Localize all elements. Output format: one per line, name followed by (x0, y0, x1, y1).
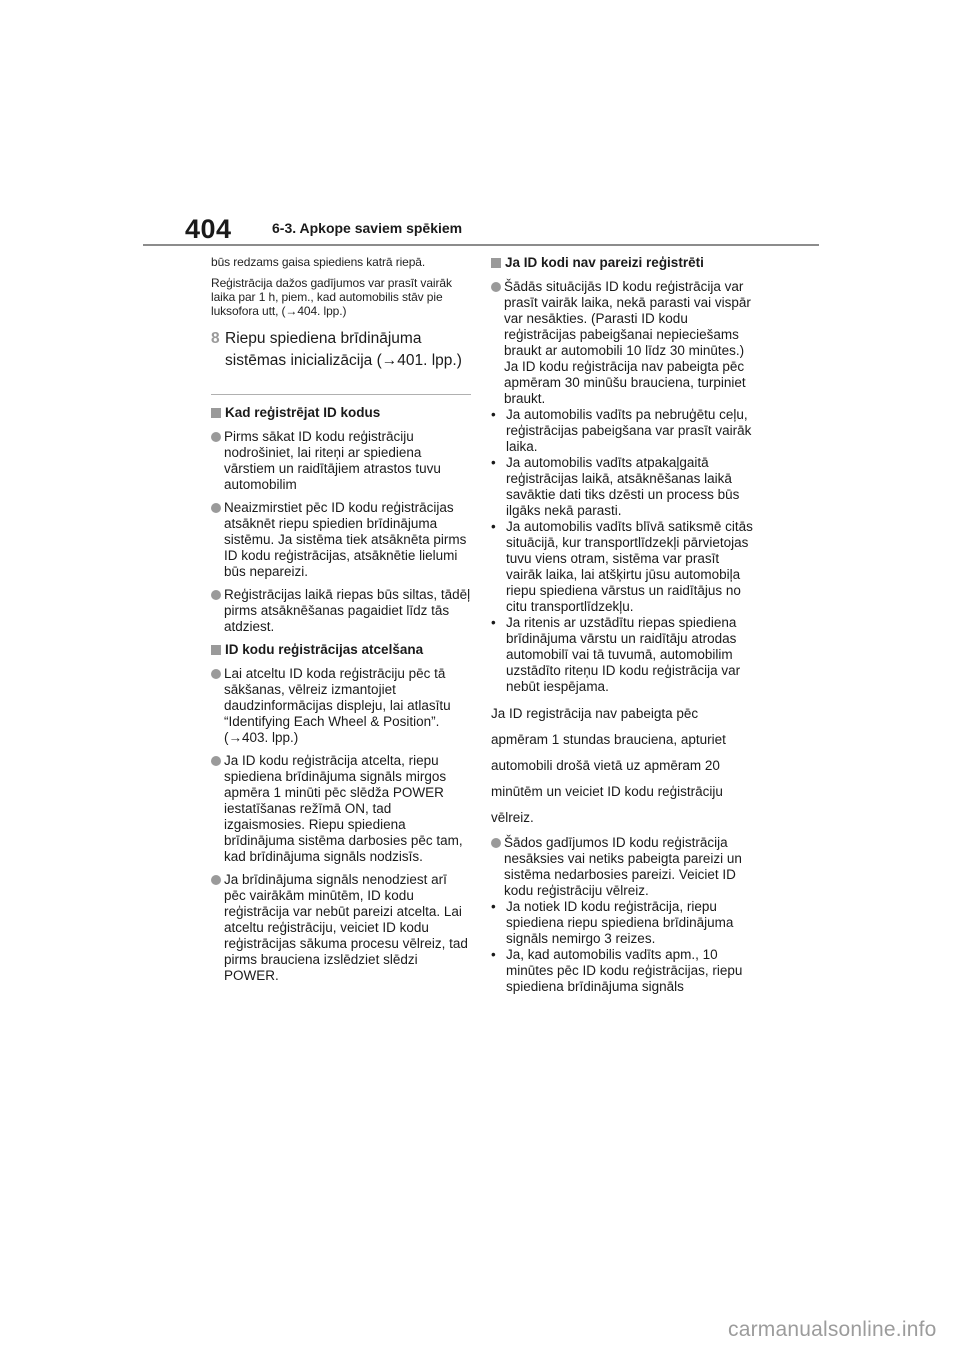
step-text: Riepu spiediena brīdinājuma sistēmas inicializācija (→401. lpp.) (225, 330, 462, 369)
bullet-item (491, 835, 753, 899)
dot-bullet-icon (211, 756, 221, 766)
bullet-item (211, 753, 471, 865)
section-heading (211, 405, 471, 421)
left-column (211, 255, 471, 991)
note-text: Reģistrācija dažos gadījumos var prasīt vairāk laika par 1 h, piem., kad automobilis stāv pie luksofora utt, (→404. lpp.) (211, 276, 452, 318)
bullet-text: Ja brīdinājuma signāls nenodziest arī pēc vairākām minūtēm, ID kodu reģistrācija var nebūt pareizi atcelta. Lai atceltu reģistrāciju, veiciet ID kodu reģistrācijas sākuma procesu vēlreiz, tad pirms brauciena izslēdziet slēdzi POWER. (224, 872, 468, 983)
sub-item: • Ja automobilis vadīts atpakaļgaitā reģistrācijas laikā, atsāknēšanas laikā savāktie dati tiks dzēsti un process būs ilgāks nekā parasti. (491, 455, 753, 519)
dot-bullet-icon (211, 432, 221, 442)
bullet-text: Neaizmirstiet pēc ID kodu reģistrācijas atsāknēt riepu spiedien brīdinājuma sistēmu. Ja sistēma tiek atsāknēta pirms ID kodu reģistrācijas, atsāknētie lielumi būs nepareizi. (224, 500, 467, 579)
sub-item: • Ja automobilis vadīts pa nebruģētu ceļu, reģistrācijas pabeigšana var prasīt vairāk laika. (491, 407, 752, 454)
dot-bullet-icon (491, 282, 501, 292)
bullet-text: Pirms sākat ID kodu reģistrāciju nodrošiniet, lai riteņi ar spiediena vārstiem un raidītājiem atrastos tuvu automobilim (224, 429, 441, 492)
square-bullet-icon (491, 258, 501, 268)
note-text: būs redzams gaisa spiediens katrā riepā. (211, 255, 426, 269)
dot-bullet-icon (211, 875, 221, 885)
bullet-text: Lai atceltu ID koda reģistrāciju pēc tā sākšanas, vēlreiz izmantojiet daudzinformācijas displeju, lai atlasītu “Identifying Each Wheel & Position”. (→403. lpp.) (224, 666, 451, 745)
section-heading (491, 255, 753, 271)
sub-item: • Ja notiek ID kodu reģistrācija, riepu spiediena riepu spiediena brīdinājuma signāls nemirgo 3 reizes. (491, 899, 753, 947)
sub-text: Ja ritenis ar uzstādītu riepas spiediena brīdinājuma vārstu un raidītāju atrodas automobilī vai tā tuvumā, automobilim uzstādīto riteņu ID kodu reģistrācija var nebūt iespējama. (506, 615, 741, 694)
bullet-item (491, 279, 753, 407)
bullet-item (211, 587, 471, 635)
dot-bullet-icon (211, 590, 221, 600)
site-watermark: carmanualsonline.info (728, 1318, 937, 1341)
square-bullet-icon (211, 408, 221, 418)
bullet-text: Ja ID kodu reģistrācija atcelta, riepu spiediena brīdinājuma signāls mirgos apmēra 1 minūti pēc slēdža POWER iestatīšanas režīmā ON, tad izgaismosies. Riepu spiediena brīdinājuma sistēma darbosies pēc tam, kad brīdinājuma signāls nodzisīs. (224, 753, 463, 864)
right-column (491, 255, 753, 995)
sub-item: • Ja ritenis ar uzstādītu riepas spiediena brīdinājuma vārstu un raidītāju atrodas automobilī vai tā tuvumā, automobilim uzstādīto riteņu ID kodu reģistrācija var nebūt iespējama. (491, 615, 753, 695)
bullet-text: Šādās situācijās ID kodu reģistrācija var prasīt vairāk laika, nekā parasti vai vispār var nesākties. (Parasti ID kodu reģistrācijas pabeigšanai nepieciešams braukt ar automobili 10 līdz 30 minūtes.) Ja ID kodu reģistrācija nav pabeigta pēc apmēram 30 minūšu brauciena, turpiniet braukt. (504, 279, 751, 406)
sub-item: • Ja, kad automobilis vadīts apm., 10 minūtes pēc ID kodu reģistrācijas, riepu spiediena brīdinājuma signāls (491, 947, 753, 995)
bullet-text: Šādos gadījumos ID kodu reģistrācija nesāksies vai netiks pabeigta pareizi un sistēma nedarbosies pareizi. Veiciet ID kodu reģistrāciju vēlreiz. (504, 835, 742, 898)
bullet-item (211, 429, 471, 493)
header-rule (143, 244, 819, 246)
sub-text: Ja automobilis vadīts pa nebruģētu ceļu, reģistrācijas pabeigšana var prasīt vairāk laika. (506, 407, 752, 454)
section-title: Ja ID kodi nav pareizi reģistrēti (505, 255, 704, 270)
chapter-title: 6-3. Apkope saviem spēkiem (272, 220, 463, 236)
section-heading (211, 642, 471, 658)
bullet-item (211, 666, 471, 746)
section-title: ID kodu reģistrācijas atcelšana (225, 642, 424, 657)
sub-item: • Ja automobilis vadīts blīvā satiksmē citās situācijā, kur transportlīdzekļi pārvietojas tuvu viens otram, sistēma var prasīt vairāk laika, lai atšķirtu jūsu automobiļa riepu spiediena vārstus un raidītājus no citu transportlīdzekļu. (491, 519, 753, 614)
body-paragraph: Ja ID registrācija nav pabeigta pēc apmēram 1 stundas brauciena, apturiet automobili drošā vietā uz apmēram 20 minūtēm un veiciet ID kodu reģistrāciju vēlreiz. (491, 706, 726, 825)
bullet-item (211, 872, 471, 984)
sub-text: Ja automobilis vadīts atpakaļgaitā reģistrācijas laikā, atsāknēšanas laikā savāktie dati tiks dzēsti un process būs ilgāks nekā parasti. (506, 455, 740, 518)
page-number: 404 (185, 214, 232, 244)
section-divider (211, 394, 471, 395)
dot-bullet-icon (211, 503, 221, 513)
sub-text: Ja notiek ID kodu reģistrācija, riepu spiediena riepu spiediena brīdinājuma signāls nemirgo 3 reizes. (506, 899, 734, 946)
bullet-text: Reģistrācijas laikā riepas būs siltas, tādēļ pirms atsāknēšanas pagaidiet līdz tās atdziest. (224, 587, 471, 634)
section-title: Kad reģistrējat ID kodus (225, 405, 381, 420)
bullet-item (211, 500, 471, 580)
sub-text: Ja automobilis vadīts blīvā satiksmē citās situācijā, kur transportlīdzekļi pārvietojas tuvu viens otram, sistēma var prasīt vairāk laika, lai atšķirtu jūsu automobiļa riepu spiediena vārstus un raidītājus no citu transportlīdzekļu. (506, 519, 753, 614)
dot-bullet-icon (491, 838, 501, 848)
dot-bullet-icon (211, 669, 221, 679)
sub-text: Ja, kad automobilis vadīts apm., 10 minūtes pēc ID kodu reģistrācijas, riepu spiediena brīdinājuma signāls (506, 947, 743, 994)
square-bullet-icon (211, 645, 221, 655)
step-number: 8 (211, 330, 220, 347)
step-item (211, 328, 471, 372)
